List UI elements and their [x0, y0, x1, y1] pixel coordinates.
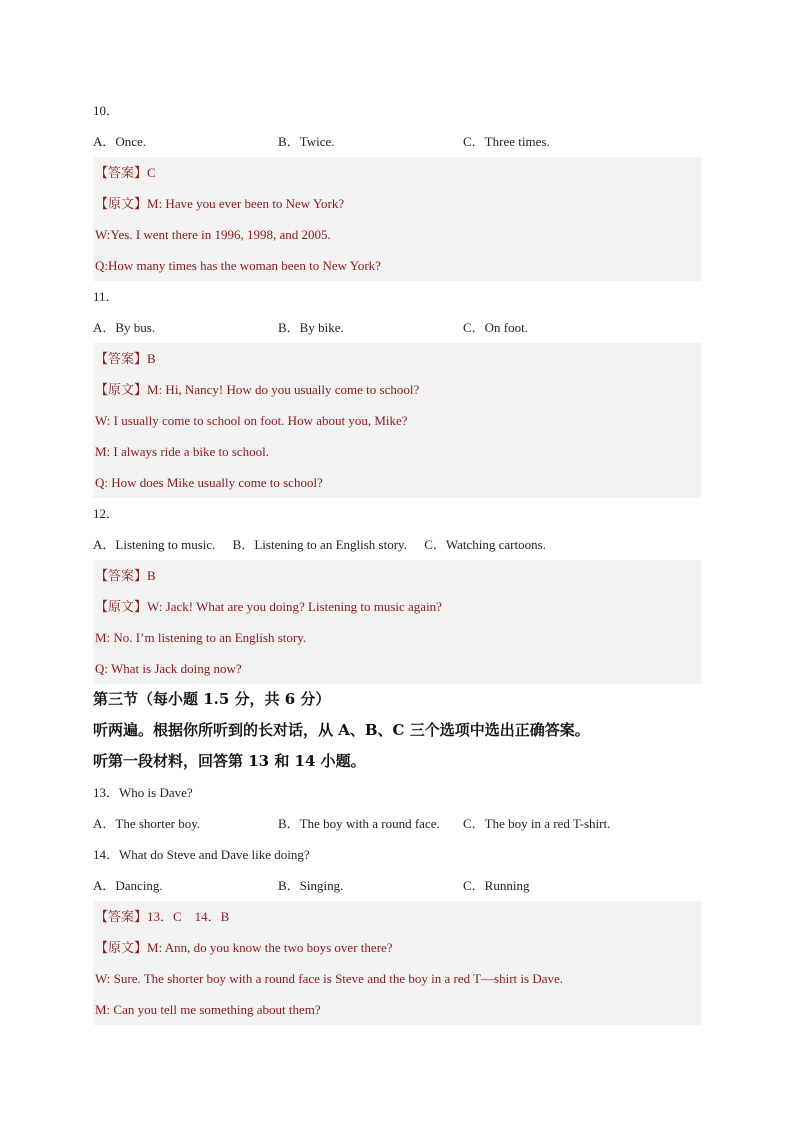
- transcript-tag: 【原文】: [95, 940, 148, 955]
- question-11-number: 11．: [93, 289, 119, 304]
- transcript-text: M: Ann, do you know the two boys over there?: [147, 940, 393, 955]
- transcript-line: W: Sure. The shorter boy with a round face is Steve and the boy in a red T—shirt is Dave.: [95, 971, 564, 986]
- answer-box-11: [93, 343, 701, 498]
- option-b: B．Listening to an English story.: [232, 537, 407, 552]
- option-b: B．Singing.: [278, 878, 344, 893]
- answer-box-13-14: [93, 901, 701, 1025]
- option-c: C．The boy in a red T-shirt.: [463, 816, 611, 831]
- question-14-options: [93, 870, 701, 901]
- transcript-text: M: Have you ever been to New York?: [147, 196, 345, 211]
- transcript-line: M: Can you tell me something about them?: [95, 1002, 321, 1017]
- transcript-line: [93, 932, 701, 963]
- question-12-number: 12．: [93, 506, 120, 521]
- option-a: A．By bus.: [93, 320, 156, 335]
- section-material: 听第一段材料，回答第 13 和 14 小题。: [93, 752, 366, 770]
- section-heading: 第三节（每小题 1.5 分，共 6 分）: [93, 690, 331, 708]
- exam-page: [93, 95, 701, 1025]
- answer-line: [93, 157, 701, 188]
- section-instruction: 听两遍。根据你所听到的长对话，从 A、B、C 三个选项中选出正确答案。: [93, 721, 590, 739]
- transcript-tag: 【原文】: [95, 196, 148, 211]
- question-14-stem: 14．What do Steve and Dave like doing?: [93, 847, 310, 862]
- answer-line: [93, 901, 701, 932]
- transcript-line: Q:How many times has the woman been to New York?: [95, 258, 381, 273]
- transcript-text: M: Hi, Nancy! How do you usually come to school?: [147, 382, 420, 397]
- transcript-line: [93, 374, 701, 405]
- transcript-tag: 【原文】: [95, 382, 148, 397]
- option-a: A．The shorter boy.: [93, 816, 201, 831]
- answer-value: 13．C 14．B: [147, 909, 230, 924]
- answer-value: C: [147, 165, 156, 180]
- transcript-line: W:Yes. I went there in 1996, 1998, and 2005.: [95, 227, 331, 242]
- option-b: B．Twice.: [278, 134, 335, 149]
- answer-tag: 【答案】: [95, 909, 148, 924]
- answer-box-12: [93, 560, 701, 684]
- answer-line: [93, 560, 701, 591]
- answer-tag: 【答案】: [95, 165, 148, 180]
- answer-tag: 【答案】: [95, 351, 148, 366]
- option-b: B．The boy with a round face.: [278, 816, 440, 831]
- question-13-options: [93, 808, 701, 839]
- option-c: C．Three times.: [463, 134, 550, 149]
- transcript-line: [93, 188, 701, 219]
- question-12-options: [93, 529, 701, 560]
- option-a: A．Listening to music.: [93, 537, 216, 552]
- question-13-stem: 13．Who is Dave?: [93, 785, 193, 800]
- transcript-line: Q: What is Jack doing now?: [95, 661, 242, 676]
- answer-value: B: [147, 568, 156, 583]
- answer-box-10: [93, 157, 701, 281]
- answer-value: B: [147, 351, 156, 366]
- question-11-options: [93, 312, 701, 343]
- transcript-line: M: I always ride a bike to school.: [95, 444, 270, 459]
- option-c: C．Watching cartoons.: [424, 537, 546, 552]
- question-10-number: 10．: [93, 103, 120, 118]
- transcript-line: W: I usually come to school on foot. How about you, Mike?: [95, 413, 408, 428]
- option-c: C．Running: [463, 878, 530, 893]
- transcript-tag: 【原文】: [95, 599, 148, 614]
- option-a: A．Dancing.: [93, 878, 163, 893]
- option-a: A．Once.: [93, 134, 147, 149]
- transcript-text: W: Jack! What are you doing? Listening to music again?: [147, 599, 442, 614]
- answer-tag: 【答案】: [95, 568, 148, 583]
- answer-line: [93, 343, 701, 374]
- transcript-line: M: No. I’m listening to an English story.: [95, 630, 307, 645]
- option-c: C．On foot.: [463, 320, 529, 335]
- question-10-options: [93, 126, 701, 157]
- option-b: B．By bike.: [278, 320, 344, 335]
- transcript-line: [93, 591, 701, 622]
- transcript-line: Q: How does Mike usually come to school?: [95, 475, 323, 490]
